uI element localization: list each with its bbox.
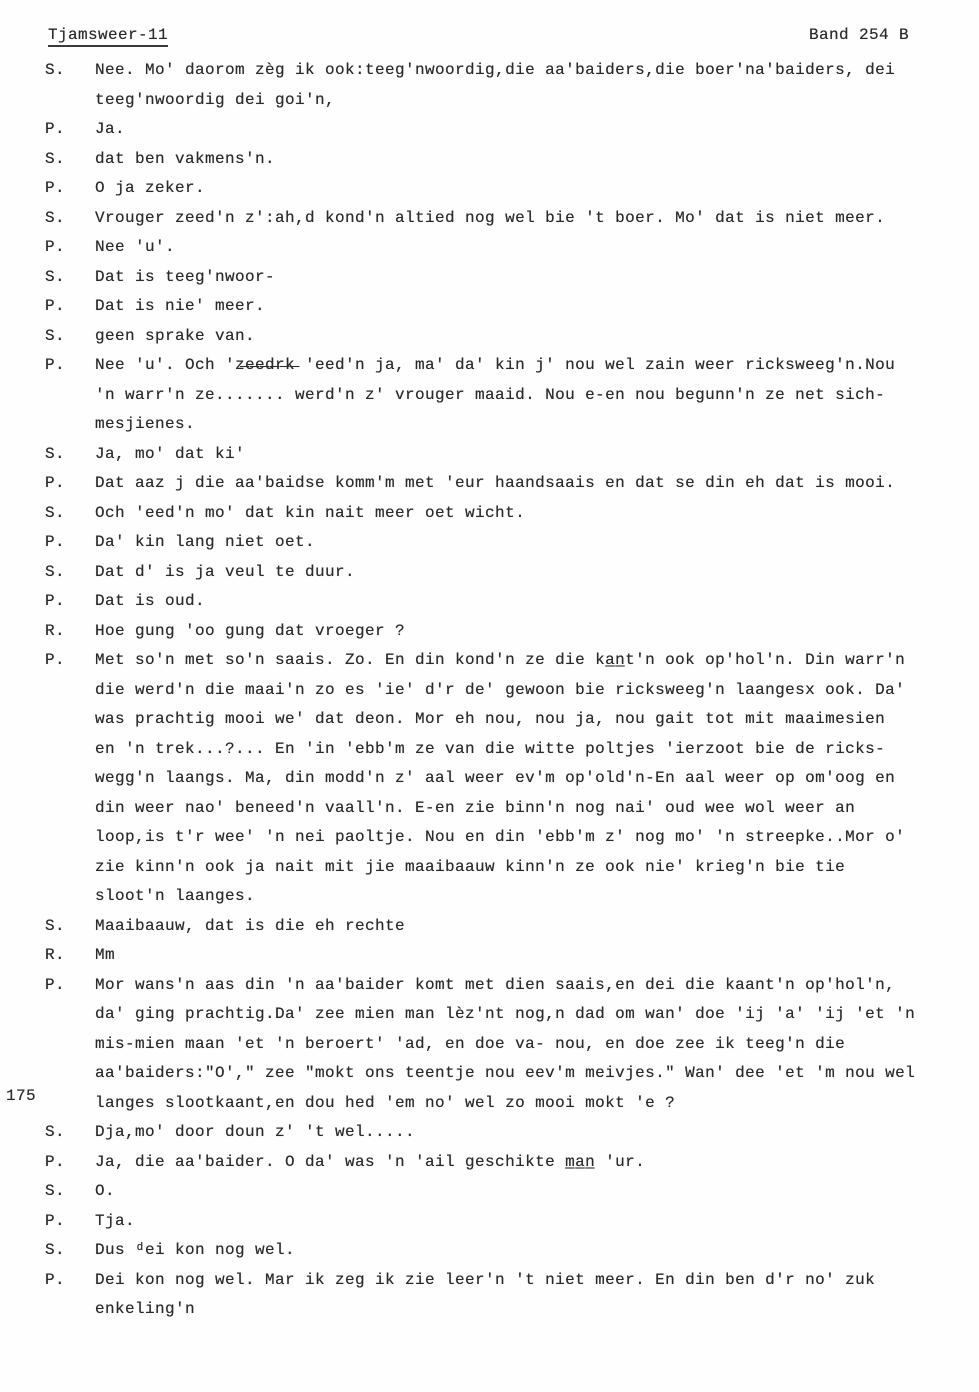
dialogue-entry bbox=[45, 322, 949, 352]
dialogue-lines bbox=[95, 558, 949, 588]
dialogue-entry bbox=[45, 204, 949, 234]
dialogue-entry bbox=[45, 587, 949, 617]
speaker-label: P. bbox=[45, 238, 66, 256]
dialogue-line: enkeling'n bbox=[95, 1300, 196, 1318]
speaker-label: P. bbox=[45, 651, 66, 669]
dialogue-entry bbox=[45, 145, 949, 175]
dialogue-lines bbox=[95, 1266, 949, 1325]
speaker-label: P. bbox=[45, 179, 66, 197]
speaker-label: S. bbox=[45, 1123, 66, 1141]
speaker-label: S. bbox=[45, 1241, 66, 1259]
dialogue-entry bbox=[45, 646, 949, 912]
dialogue-entry bbox=[45, 1148, 949, 1178]
dialogue-lines bbox=[95, 204, 949, 234]
dialogue-line: dat ben vakmens'n. bbox=[95, 149, 276, 168]
band-label: Band 254 B bbox=[808, 26, 909, 44]
dialogue-line: Dat d' is ja veul te duur. bbox=[95, 562, 356, 581]
speaker-label: P. bbox=[45, 1152, 66, 1171]
dialogue-line: en 'n trek...?... En 'in 'ebb'm ze van die witte poltjes 'ierzoot bie de ricks- bbox=[95, 739, 886, 758]
dialogue-line: Dat is oud. bbox=[95, 592, 206, 610]
dialogue-line: Tja. bbox=[95, 1211, 136, 1230]
speaker-label: S. bbox=[45, 503, 66, 522]
dialogue-line: Dat is nie' meer. bbox=[95, 297, 266, 315]
dialogue-line: was prachtig mooi we' dat deon. Mor eh nou, nou ja, nou gait tot mit maaimesien bbox=[95, 710, 886, 728]
dialogue-line: Hoe gung 'oo gung dat vroeger ? bbox=[95, 621, 406, 640]
dialogue-line: da' ging prachtig.Da' zee mien man lèz'nt nog,n dad om wan' doe 'ij 'a' 'ij 'et 'n bbox=[95, 1005, 916, 1023]
dialogue-entry bbox=[45, 56, 949, 115]
dialogue-entry bbox=[45, 558, 949, 588]
dialogue-lines bbox=[95, 1148, 949, 1178]
dialogue-entry bbox=[45, 440, 949, 470]
dialogue-lines bbox=[95, 1118, 949, 1148]
dialogue-entry bbox=[45, 292, 949, 322]
dialogue-line: Nee 'u'. Och 'z̶e̶e̶d̶r̶k̶ 'eed'n ja, ma' da' kin j' nou wel zain weer ricksweeg'n.Nou bbox=[95, 356, 896, 374]
dialogue-line: sloot'n laanges. bbox=[95, 887, 256, 905]
dialogue-entry bbox=[45, 1118, 949, 1148]
dialogue-line: zie kinn'n ook ja nait mit jie maaibaauw kinn'n ze ook nie' krieg'n bie tie bbox=[95, 857, 846, 876]
dialogue-entry bbox=[45, 115, 949, 145]
dialogue-lines bbox=[95, 617, 949, 647]
dialogue-entry bbox=[45, 1236, 949, 1266]
dialogue-lines bbox=[95, 941, 949, 971]
dialogue-line: Dus ᵈei kon nog wel. bbox=[95, 1241, 296, 1259]
dialogue-entry bbox=[45, 1207, 949, 1237]
speaker-label: S. bbox=[45, 267, 66, 286]
speaker-label: P. bbox=[45, 533, 66, 551]
dialogue-lines bbox=[95, 646, 949, 912]
dialogue-entry bbox=[45, 469, 949, 499]
speaker-label: R. bbox=[45, 946, 66, 964]
speaker-label: S. bbox=[45, 1182, 66, 1200]
dialogue-line: Dat is teeg'nwoor- bbox=[95, 267, 276, 286]
dialogue-entry bbox=[45, 617, 949, 647]
speaker-label: S. bbox=[45, 444, 66, 463]
speaker-label: P. bbox=[45, 297, 66, 315]
dialogue-entry bbox=[45, 263, 949, 293]
dialogue-line: Dja,mo' door doun z' 't wel..... bbox=[95, 1123, 416, 1141]
speaker-label: P. bbox=[45, 975, 66, 994]
dialogue-line: geen sprake van. bbox=[95, 326, 256, 345]
dialogue-lines bbox=[95, 1207, 949, 1237]
dialogue-line: 'n warr'n ze....... werd'n z' vrouger maaid. Nou e-en nou begunn'n ze net sich- bbox=[95, 385, 886, 404]
dialogue-lines bbox=[95, 145, 949, 175]
dialogue-lines bbox=[95, 912, 949, 942]
dialogue-entry bbox=[45, 971, 949, 1119]
dialogue-line: Dat aaz j die aa'baidse komm'm met 'eur haandsaais en dat se din eh dat is mooi. bbox=[95, 474, 896, 492]
dialogue-transcript bbox=[0, 56, 979, 1325]
speaker-label: S. bbox=[45, 326, 66, 345]
speaker-label: S. bbox=[45, 916, 66, 935]
margin-line-number: 175 bbox=[6, 1087, 37, 1105]
dialogue-entry bbox=[45, 912, 949, 942]
dialogue-lines bbox=[95, 469, 949, 499]
dialogue-line: langes slootkaant,en dou hed 'em no' wel zo mooi mokt 'e ? bbox=[95, 1093, 676, 1112]
dialogue-line: die werd'n die maai'n zo es 'ie' d'r de' gewoon bie ricksweeg'n laangesx ook. Da' bbox=[95, 680, 906, 699]
dialogue-line: Nee 'u'. bbox=[95, 238, 176, 256]
dialogue-line: Mm bbox=[95, 946, 116, 964]
dialogue-lines bbox=[95, 351, 949, 440]
speaker-label: P. bbox=[45, 1270, 66, 1289]
dialogue-line: Maaibaauw, dat is die eh rechte bbox=[95, 916, 406, 935]
dialogue-line: Met so'n met so'n saais. Zo. En din kond'n ze die ka̲n̲t'n ook op'hol'n. Din warr'n bbox=[95, 651, 906, 669]
speaker-label: S. bbox=[45, 61, 66, 79]
dialogue-line: teeg'nwoordig dei goi'n, bbox=[95, 90, 336, 109]
dialogue-lines bbox=[95, 174, 949, 204]
dialogue-lines bbox=[95, 971, 949, 1119]
dialogue-line: din weer nao' beneed'n vaall'n. E-en zie binn'n nog nai' oud wee wol weer an bbox=[95, 798, 856, 817]
dialogue-lines bbox=[95, 322, 949, 352]
dialogue-line: Dei kon nog wel. Mar ik zeg ik zie leer'n 't niet meer. En din ben d'r no' zuk bbox=[95, 1270, 876, 1289]
dialogue-line: wegg'n laangs. Ma, din modd'n z' aal weer ev'm op'old'n-En aal weer op om'oog en bbox=[95, 769, 896, 787]
dialogue-lines bbox=[95, 233, 949, 263]
dialogue-line: Ja, mo' dat ki' bbox=[95, 444, 246, 463]
speaker-label: S. bbox=[45, 149, 66, 168]
dialogue-lines bbox=[95, 1177, 949, 1207]
dialogue-entry bbox=[45, 941, 949, 971]
dialogue-line: aa'baiders:"O'," zee "mokt ons teentje nou eev'm meivjes." Wan' dee 'et 'm nou wel bbox=[95, 1064, 916, 1082]
dialogue-entry bbox=[45, 528, 949, 558]
dialogue-line: Vrouger zeed'n z':ah,d kond'n altied nog wel bie 't boer. Mo' dat is niet meer. bbox=[95, 208, 886, 227]
dialogue-line: O ja zeker. bbox=[95, 179, 206, 197]
dialogue-lines bbox=[95, 528, 949, 558]
dialogue-entry bbox=[45, 351, 949, 440]
dialogue-line: Mor wans'n aas din 'n aa'baider komt met dien saais,en dei die kaant'n op'hol'n, bbox=[95, 975, 896, 994]
dialogue-lines bbox=[95, 1236, 949, 1266]
dialogue-line: loop,is t'r wee' 'n nei paoltje. Nou en din 'ebb'm z' nog mo' 'n streepke..Mor o' bbox=[95, 828, 906, 846]
dialogue-line: Nee. Mo' daorom zèg ik ook:teeg'nwoordig,die aa'baiders,die boer'na'baiders, dei bbox=[95, 61, 896, 79]
dialogue-lines bbox=[95, 292, 949, 322]
dialogue-line: Och 'eed'n mo' dat kin nait meer oet wicht. bbox=[95, 503, 526, 522]
dialogue-line: Da' kin lang niet oet. bbox=[95, 533, 316, 551]
dialogue-line: Ja. bbox=[95, 120, 126, 138]
speaker-label: P. bbox=[45, 356, 66, 374]
dialogue-lines bbox=[95, 587, 949, 617]
page-header bbox=[0, 0, 979, 47]
speaker-label: P. bbox=[45, 1211, 66, 1230]
speaker-label: S. bbox=[45, 208, 66, 227]
dialogue-lines bbox=[95, 499, 949, 529]
dialogue-lines bbox=[95, 56, 949, 115]
dialogue-entry bbox=[45, 499, 949, 529]
dialogue-entry bbox=[45, 1266, 949, 1325]
dialogue-line: mesjienes. bbox=[95, 415, 196, 433]
dialogue-entry bbox=[45, 174, 949, 204]
speaker-label: P. bbox=[45, 120, 66, 138]
speaker-label: P. bbox=[45, 592, 66, 610]
dialogue-entry bbox=[45, 233, 949, 263]
dialogue-line: mis-mien maan 'et 'n beroert' 'ad, en doe va- nou, en doe zee ik teeg'n die bbox=[95, 1034, 846, 1053]
speaker-label: S. bbox=[45, 562, 66, 581]
dialogue-entry bbox=[45, 1177, 949, 1207]
page-title: Tjamsweer-11 bbox=[48, 26, 168, 47]
speaker-label: P. bbox=[45, 474, 66, 492]
dialogue-lines bbox=[95, 115, 949, 145]
dialogue-line: Ja, die aa'baider. O da' was 'n 'ail geschikte m̲a̲n̲ 'ur. bbox=[95, 1152, 646, 1171]
dialogue-lines bbox=[95, 263, 949, 293]
dialogue-lines bbox=[95, 440, 949, 470]
dialogue-line: O. bbox=[95, 1182, 116, 1200]
speaker-label: R. bbox=[45, 621, 66, 640]
